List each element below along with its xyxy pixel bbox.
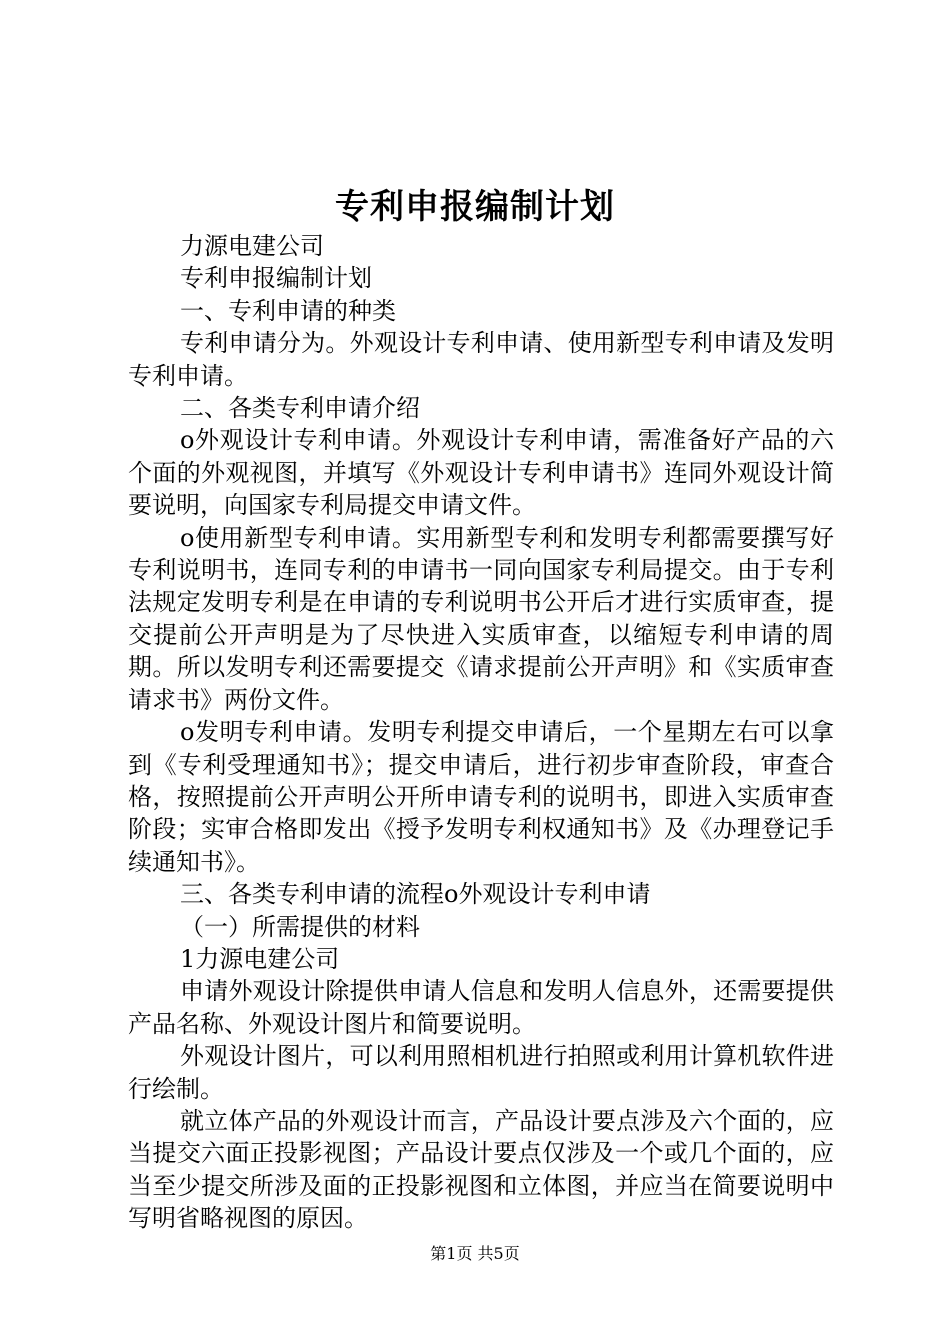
paragraph-invention-patent: o发明专利申请。发明专利提交申请后，一个星期左右可以拿到《专利受理通知书》；提交申请后，进行初步审查阶段，审查合格，按照提前公开声明公开所申请专利的说明书，即进入实质审查阶段；实审合格即发出《授予发明专利权通知书》及《办理登记手续通知书》。	[128, 718, 834, 876]
paragraph-application-info: 申请外观设计除提供申请人信息和发明人信息外，还需要提供产品名称、外观设计图片和简要说明。	[128, 977, 834, 1038]
section-heading-process: 三、各类专利申请的流程o外观设计专利申请	[180, 880, 651, 909]
paragraph-utility-patent: o使用新型专利申请。实用新型专利和发明专利都需要撰写好专利说明书，连同专利的申请书一同向国家专利局提交。由于专利法规定发明专利是在申请的专利说明书公开后才进行实质审查，提交提前公开声明是为了尽快进入实质审查，以缩短专利申请的周期。所以发明专利还需要提交《请求提前公开声明》和《实质审查请求书》两份文件。	[128, 523, 834, 714]
document-title: 专利申报编制计划	[335, 187, 615, 227]
section-heading-types: 一、专利申请的种类	[180, 296, 396, 325]
numbered-item-company: 1力源电建公司	[180, 944, 340, 973]
company-name-line: 力源电建公司	[180, 232, 324, 260]
page-footer: 第1页 共5页	[430, 1244, 520, 1263]
subsection-heading-materials: （一）所需提供的材料	[180, 912, 420, 941]
paragraph-design-images: 外观设计图片，可以利用照相机进行拍照或利用计算机软件进行绘制。	[128, 1042, 834, 1103]
paragraph-3d-product-views: 就立体产品的外观设计而言，产品设计要点涉及六个面的，应当提交六面正投影视图；产品设计要点仅涉及一个或几个面的，应当至少提交所涉及面的正投影视图和立体图，并应当在简要说明中写明省略视图的原因。	[128, 1106, 834, 1233]
paragraph-types-summary: 专利申请分为。外观设计专利申请、使用新型专利申请及发明专利申请。	[128, 329, 834, 390]
section-heading-introduction: 二、各类专利申请介绍	[180, 394, 420, 423]
paragraph-design-patent: o外观设计专利申请。外观设计专利申请，需准备好产品的六个面的外观视图，并填写《外观设计专利申请书》连同外观设计简要说明，向国家专利局提交申请文件。	[128, 426, 834, 520]
document-body	[128, 230, 834, 1235]
subtitle-line: 专利申报编制计划	[180, 264, 372, 293]
